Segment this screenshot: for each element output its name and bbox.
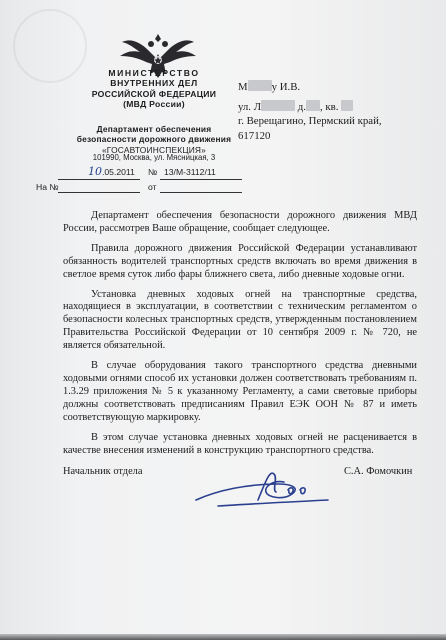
body-paragraph: В этом случае установка дневных ходовых огней не расценивается в качестве внесения изменений в конструкцию транспортного средства. bbox=[63, 431, 417, 456]
recipient-house: д. bbox=[297, 101, 306, 113]
ministry-line: РОССИЙСКОЙ ФЕДЕРАЦИИ bbox=[91, 88, 217, 99]
letter-date: .05.2011 bbox=[102, 167, 135, 177]
page-bottom-edge bbox=[0, 634, 446, 640]
reference-underline bbox=[58, 192, 140, 193]
redaction-block bbox=[341, 100, 353, 111]
ministry-line: ВНУТРЕННИХ ДЕЛ bbox=[110, 78, 198, 89]
letter-body bbox=[63, 210, 417, 464]
department-line: «ГОСАВТОИНСПЕКЦИЯ» bbox=[101, 144, 207, 155]
number-sign: № bbox=[148, 167, 158, 177]
redaction-block bbox=[248, 80, 272, 91]
ministry-line: МИНИСТЕРСТВО bbox=[108, 68, 200, 78]
recipient-street: ул. Л bbox=[238, 101, 262, 113]
redaction-block bbox=[306, 100, 320, 111]
body-paragraph: В случае оборудования такого транспортного средства дневными ходовыми огнями способ их установки должен соответствовать требованиям п. 1.3.29 приложения № 5 к указанному Регламенту, а сами световые приборы должны соответствовать предписаниям Правил ЕЭК ООН № 87 и иметь соответствующую маркировку. bbox=[63, 360, 417, 423]
department-line: безопасности дорожного движения bbox=[76, 134, 232, 145]
recipient-name-end: у И.В. bbox=[271, 81, 301, 93]
handwritten-day: 10 bbox=[88, 165, 102, 178]
signer-name: С.А. Фомочкин bbox=[344, 466, 413, 477]
recipient-name bbox=[238, 80, 300, 94]
department-heading bbox=[62, 124, 246, 155]
reference-date-underline bbox=[160, 192, 242, 193]
ministry-heading bbox=[62, 68, 246, 109]
outgoing-number: 13/М-3112/11 bbox=[164, 167, 216, 177]
number-underline bbox=[160, 179, 242, 180]
redaction-block bbox=[261, 100, 295, 111]
handwritten-signature bbox=[188, 460, 338, 516]
ministry-line: (МВД России) bbox=[123, 98, 185, 109]
recipient-postcode: 617120 bbox=[238, 129, 271, 142]
body-paragraph: Департамент обеспечения безопасности дорожного движения МВД России, рассмотрев Ваше обращение, сообщает следующее. bbox=[63, 210, 417, 234]
reference-from-label: от bbox=[148, 182, 157, 192]
reference-label: На № bbox=[36, 182, 59, 192]
signer-position: Начальник отдела bbox=[63, 466, 143, 477]
body-paragraph: Правила дорожного движения Российской Федерации устанавливают обязанность водителей транспортных средств включать во время движения в светлое время суток либо фары ближнего света, либо дневные ходовые огни. bbox=[63, 242, 417, 280]
body-paragraph: Установка дневных ходовых огней на транспортные средства, находящиеся в эксплуатации, в соответствии с техническим регламентом о безопасности колесных транспортных средств, утвержденным постановлением Правительства Российской Федерации от 10 сентября 2009 г. № 720, не является обязательной. bbox=[63, 288, 417, 352]
recipient-city: г. Верещагино, Пермский край, bbox=[238, 115, 382, 128]
recipient-name-start: М bbox=[238, 81, 248, 93]
department-line: Департамент обеспечения bbox=[96, 124, 212, 134]
recipient-apt: , кв. bbox=[319, 101, 339, 113]
ministry-address: 101990, Москва, ул. Мясницкая, 3 bbox=[92, 153, 216, 162]
date-underline bbox=[58, 179, 140, 180]
recipient-address bbox=[238, 100, 438, 143]
